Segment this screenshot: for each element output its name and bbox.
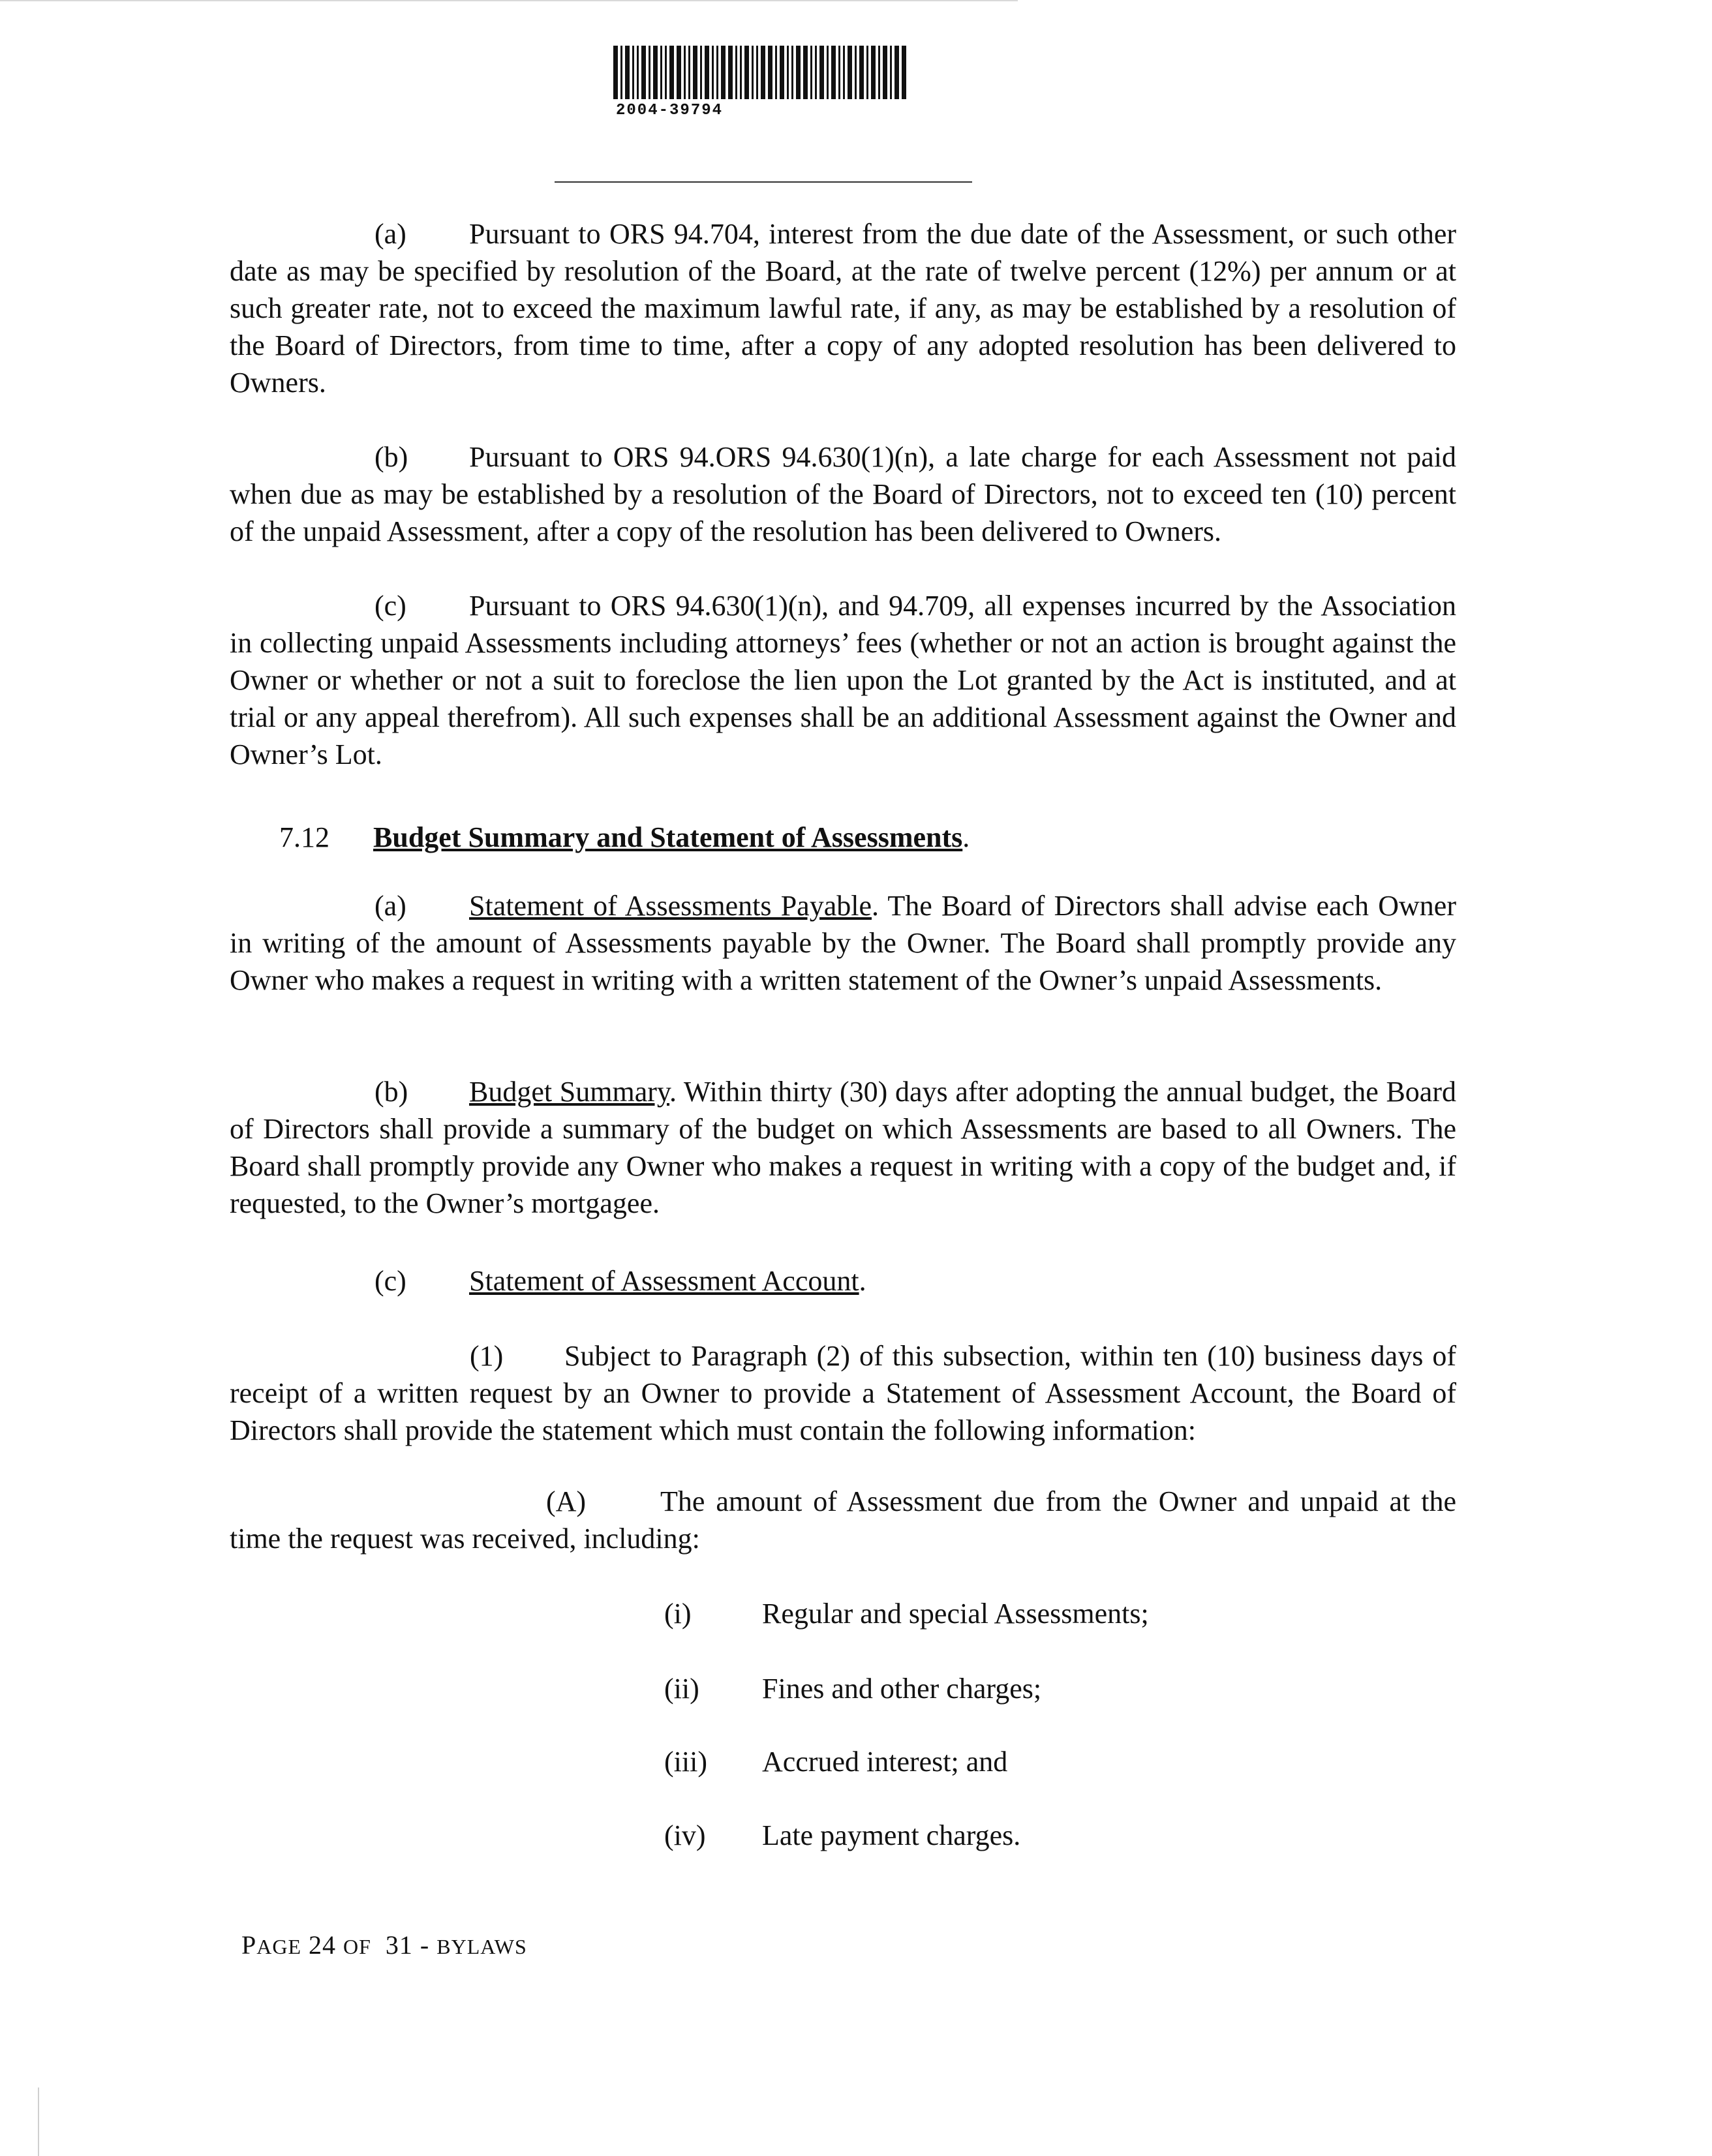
list-item-text: Regular and special Assessments; <box>762 1598 1149 1630</box>
list-item-text: Fines and other charges; <box>762 1673 1042 1705</box>
page-footer <box>241 1930 527 1960</box>
paragraph-text: The amount of Assessment due from the Owner and unpaid at the time the request was received, including: <box>230 1485 1456 1555</box>
subsection-title: Budget Summary <box>469 1076 670 1108</box>
section-number: 7.12 <box>279 821 329 853</box>
list-item-number: (i) <box>664 1598 692 1630</box>
list-item-text: Late payment charges. <box>762 1819 1021 1851</box>
subsection-b-budget-summary <box>230 1073 1456 1222</box>
subsection-suffix: . <box>859 1265 866 1297</box>
paragraph-label: (1) <box>470 1340 504 1372</box>
list-item <box>664 1743 1007 1780</box>
footer-p: P <box>241 1930 257 1960</box>
subsection-label: (b) <box>374 1076 408 1108</box>
list-item <box>664 1670 1041 1707</box>
subsection-text: . The Board of Directors shall advise each Owner in writing of the amount of Assessments payable by the Owner. The Board shall promptly provide any Owner who makes a request in writing with a written statement of the Owner’s unpaid Assessments. <box>230 890 1456 996</box>
separator-line <box>555 181 972 183</box>
paragraph-1-statement-contents <box>230 1337 1456 1449</box>
paragraph-label: (b) <box>374 441 408 473</box>
list-item-text: Accrued interest; and <box>762 1746 1008 1778</box>
subsection-label: (c) <box>374 1265 406 1297</box>
barcode-icon <box>613 46 907 99</box>
subsection-text: . Within thirty (30) days after adopting the annual budget, the Board of Directors shall provide a summary of the budget on which Assessments are based to all Owners. The Board shall promptly provide any Owner who makes a request in writing with a copy of the budget and, if requested, to the Owner’s mortgagee. <box>230 1076 1456 1219</box>
subsection-title: Statement of Assessment Account <box>469 1265 859 1297</box>
subsection-title: Statement of Assessments Payable <box>469 890 872 922</box>
paragraph-A-amount-due <box>230 1483 1456 1557</box>
paragraph-c-expenses <box>230 587 1456 773</box>
paragraph-text: Pursuant to ORS 94.630(1)(n), and 94.709, all expenses incurred by the Association in collecting unpaid Assessments including attorneys’ fees (whether or not an action is brought against the Owner or whether or not a suit to foreclose the lien upon the Lot granted by the Act is instituted, and at trial or any appeal therefrom). All such expenses shall be an additional Assessment against the Owner and Owner’s Lot. <box>230 590 1456 770</box>
subsection-label: (a) <box>374 890 406 922</box>
scan-edge <box>0 0 1018 1</box>
paragraph-text: Pursuant to ORS 94.704, interest from the due date of the Assessment, or such other date as may be specified by resolution of the Board, at the rate of twelve percent (12%) per annum or at such greater rate, not to exceed the maximum lawful rate, if any, as may be established by a resolution of the Board of Directors, from time to time, after a copy of any adopted resolution has been delivered to Owners. <box>230 218 1456 399</box>
subsection-c-statement-account <box>230 1262 1456 1299</box>
section-title-suffix: . <box>962 821 970 853</box>
list-item-number: (iv) <box>664 1819 706 1851</box>
paragraph-a-interest <box>230 215 1456 401</box>
recording-barcode <box>613 46 907 124</box>
paragraph-b-late-charge <box>230 438 1456 550</box>
footer-document-name: BYLAWS <box>436 1935 527 1958</box>
list-item <box>664 1817 1020 1854</box>
paragraph-label: (a) <box>374 218 406 250</box>
subsection-a-statement-payable <box>230 887 1456 999</box>
list-item-number: (ii) <box>664 1673 699 1705</box>
paragraph-text: Pursuant to ORS 94.ORS 94.630(1)(n), a late charge for each Assessment not paid when due as may be established by a resolution of the Board of Directors, not to exceed ten (10) percent of the unpaid Assessment, after a copy of the resolution has been delivered to Owners. <box>230 441 1456 547</box>
barcode-number: 2004-39794 <box>616 102 724 119</box>
list-item-number: (iii) <box>664 1746 707 1778</box>
section-title: Budget Summary and Statement of Assessments <box>373 821 963 853</box>
scan-edge <box>38 2088 39 2156</box>
footer-age: AGE <box>256 1935 302 1958</box>
list-item <box>664 1595 1149 1632</box>
footer-page-number: 24 <box>309 1930 337 1960</box>
paragraph-label: (c) <box>374 590 406 622</box>
footer-dash: - <box>420 1930 430 1960</box>
footer-of: OF <box>343 1935 371 1958</box>
footer-total-pages: 31 <box>385 1930 413 1960</box>
section-heading <box>279 819 970 856</box>
paragraph-text: Subject to Paragraph (2) of this subsection, within ten (10) business days of receipt of a written request by an Owner to provide a Statement of Assessment Account, the Board of Directors shall provide the statement which must contain the following information: <box>230 1340 1456 1446</box>
paragraph-label: (A) <box>546 1485 587 1517</box>
